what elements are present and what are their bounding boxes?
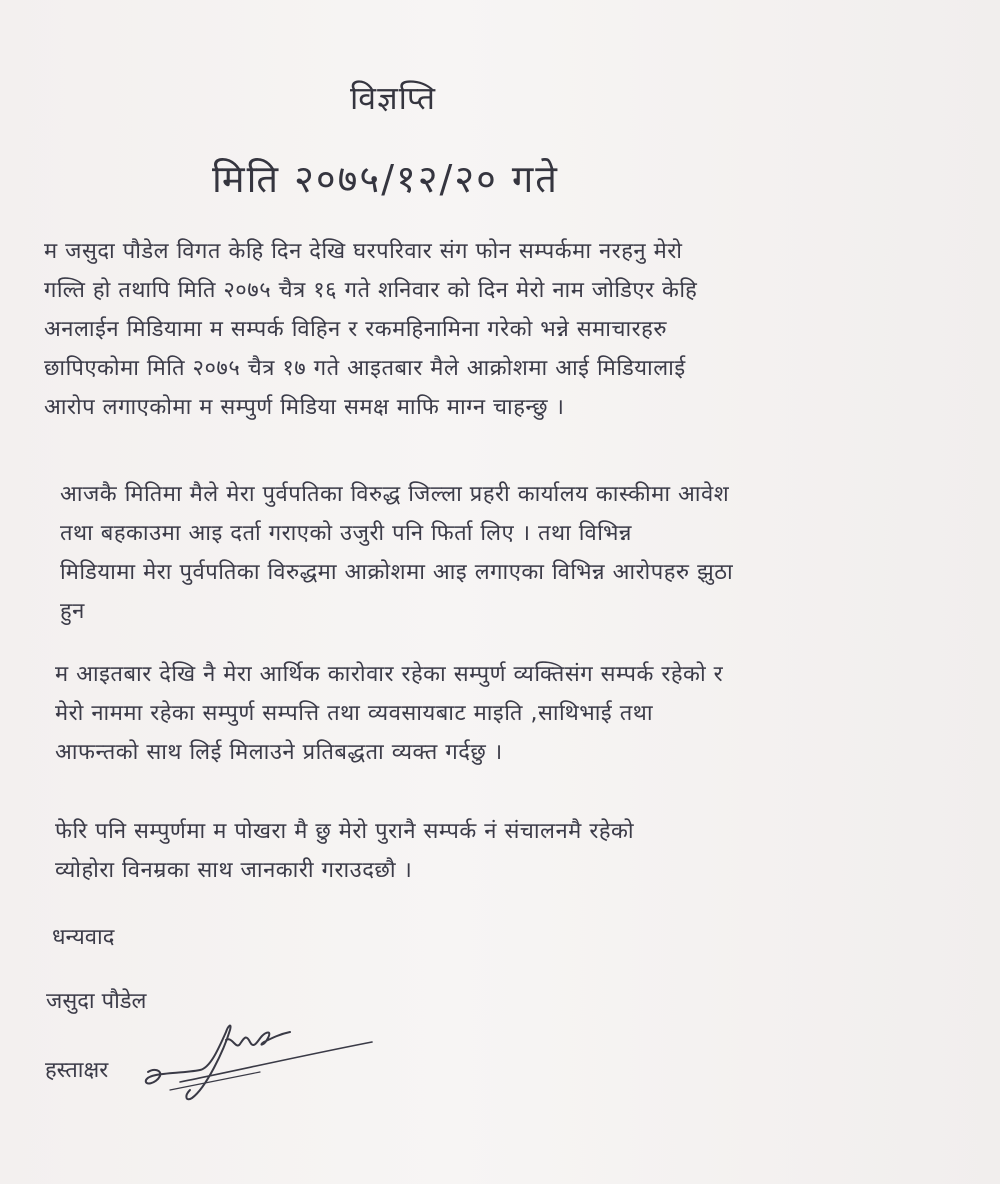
- paragraph-line: अनलाईन मिडियामा म सम्पर्क विहिन र रकमहिनामिना गरेको भन्ने समाचारहरु: [44, 317, 667, 342]
- notice-title: विज्ञप्ति: [350, 79, 436, 117]
- paragraph-4: [55, 812, 634, 890]
- paragraph-3: [55, 655, 723, 772]
- paragraph-line: फेरि पनि सम्पुर्णमा म पोखरा मै छु मेरो पुरानै सम्पर्क नं संचालनमै रहेको: [55, 819, 635, 844]
- paragraph-line: तथा बहकाउमा आइ दर्ता गराएको उजुरी पनि फिर्ता लिए । तथा विभिन्न: [60, 521, 632, 546]
- notice-date: मिति २०७५/१२/२० गते: [212, 157, 559, 201]
- handwritten-signature-icon: [140, 1010, 380, 1110]
- signature-label: हस्ताक्षर: [45, 1058, 109, 1083]
- paragraph-line: म आइतबार देखि नै मेरा आर्थिक कारोवार रहेका सम्पुर्ण व्यक्तिसंग सम्पर्क रहेको र: [55, 662, 724, 687]
- paragraph-line: मेरो नाममा रहेका सम्पुर्ण सम्पत्ति तथा व्यवसायबाट माइति ,साथिभाई तथा: [55, 701, 654, 726]
- paragraph-line: हुन: [60, 599, 85, 624]
- paragraph-2: [60, 475, 733, 631]
- paragraph-line: आजकै मितिमा मैले मेरा पुर्वपतिका विरुद्ध जिल्ला प्रहरी कार्यालय कास्कीमा आवेश: [60, 482, 730, 507]
- paragraph-line: छापिएकोमा मिति २०७५ चैत्र १७ गते आइतबार मैले आक्रोशमा आई मिडियालाई: [44, 356, 686, 381]
- paragraph-line: म जसुदा पौडेल विगत केहि दिन देखि घरपरिवार संग फोन सम्पर्कमा नरहनु मेरो: [44, 239, 683, 264]
- paragraph-line: व्योहोरा विनम्रका साथ जानकारी गराउदछौ ।: [55, 858, 413, 883]
- closing-thanks: धन्यवाद: [52, 925, 115, 950]
- paragraph-line: गल्ति हो तथापि मिति २०७५ चैत्र १६ गते शनिवार को दिन मेरो नाम जोडिएर केहि: [44, 278, 698, 303]
- paragraph-line: आफन्तको साथ लिई मिलाउने प्रतिबद्धता व्यक्त गर्दछु ।: [55, 740, 503, 765]
- paragraph-line: मिडियामा मेरा पुर्वपतिका विरुद्धमा आक्रोशमा आइ लगाएका विभिन्न आरोपहरु झुठा: [60, 560, 734, 585]
- paragraph-1: [44, 232, 697, 427]
- paragraph-line: आरोप लगाएकोमा म सम्पुर्ण मिडिया समक्ष माफि माग्न चाहन्छु ।: [44, 395, 565, 420]
- signer-name: जसुदा पौडेल: [46, 989, 147, 1014]
